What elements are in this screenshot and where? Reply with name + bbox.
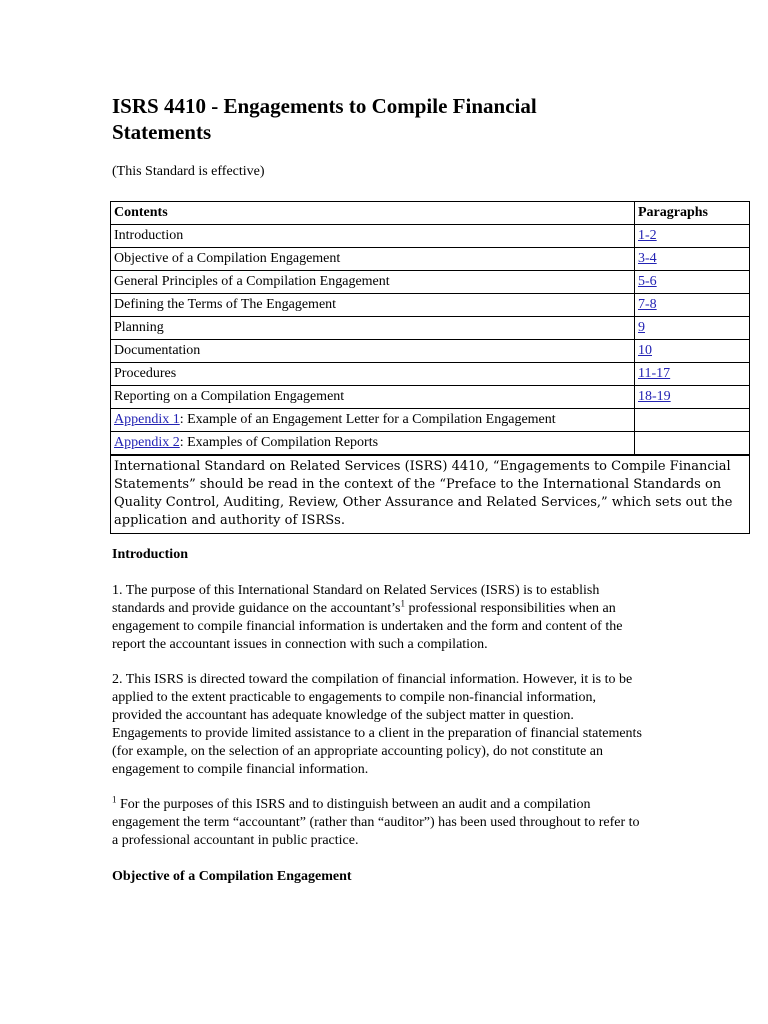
footnote-ref: 1 (400, 598, 405, 609)
paragraph-link[interactable]: 1-2 (638, 228, 657, 243)
table-row (111, 409, 750, 432)
toc-label: Introduction (111, 225, 635, 248)
table-row (111, 317, 750, 340)
preface-note: International Standard on Related Services (ISRS) 4410, “Engagements to Compile Financial Statements” should be read in the context of the “Preface to the International Standards on Quality Control, Auditing, Review, Other Assurance and Related Services,” which sets out the application and authority of ISRSs. (111, 455, 750, 534)
appendix-1-link[interactable]: Appendix 1 (114, 412, 180, 427)
table-note-row (111, 455, 750, 534)
table-row (111, 248, 750, 271)
appendix-cell (111, 409, 635, 432)
effective-note: (This Standard is effective) (112, 164, 265, 179)
appendix-2-text: : Examples of Compilation Reports (179, 435, 379, 450)
toc-label: Objective of a Compilation Engagement (111, 248, 635, 271)
paragraph-1: 1. The purpose of this International Standard on Related Services (ISRS) is to establish standards and provide guidance on the $accountant’s^1$ professional responsibilities when an engagement to compile financial information is undertaken and the form and content of the report the accountant issues in connection with such a compilation. (112, 583, 623, 652)
footnote-marker: 1 (112, 794, 117, 805)
contents-header: Contents (111, 202, 635, 225)
appendix-2-link[interactable]: Appendix 2 (114, 435, 180, 450)
toc-label: Documentation (111, 340, 635, 363)
table-row (111, 271, 750, 294)
objective-heading: Objective of a Compilation Engagement (112, 869, 352, 884)
toc-label: General Principles of a Compilation Engagement (111, 271, 635, 294)
toc-label: Planning (111, 317, 635, 340)
contents-table (110, 201, 750, 534)
table-row (111, 340, 750, 363)
introduction-heading: Introduction (112, 547, 188, 562)
appendix-cell (111, 432, 635, 456)
paragraph-link[interactable]: 18-19 (638, 389, 671, 404)
paragraph-link[interactable]: 10 (638, 343, 652, 358)
appendix-1-text: : Example of an Engagement Letter for a Compilation Engagement (179, 412, 556, 427)
page-title: ISRS 4410 - Engagements to Compile Financial Statements (112, 94, 537, 144)
table-row (111, 225, 750, 248)
footnote-1: $^1$ For the purposes of this ISRS and to distinguish between an audit and a compilation engagement the term “accountant” (rather than “auditor”) has been used throughout to refer to a professional accountant in public practice. (112, 794, 640, 848)
table-row (111, 432, 750, 456)
toc-label: Reporting on a Compilation Engagement (111, 386, 635, 409)
paragraph-link[interactable]: 3-4 (638, 251, 657, 266)
paragraph-link[interactable]: 7-8 (638, 297, 657, 312)
table-row (111, 294, 750, 317)
toc-label: Defining the Terms of The Engagement (111, 294, 635, 317)
paragraph-link[interactable]: 11-17 (638, 366, 671, 381)
table-header-row (111, 202, 750, 225)
paragraph-link[interactable]: 5-6 (638, 274, 657, 289)
table-row (111, 386, 750, 409)
table-row (111, 363, 750, 386)
paragraphs-header: Paragraphs (635, 202, 750, 225)
toc-label: Procedures (111, 363, 635, 386)
paragraph-link[interactable]: 9 (638, 320, 645, 335)
paragraph-2: 2. This ISRS is directed toward the compilation of financial information. However, it is to be applied to the extent practicable to engagements to compile non-financial information, provided the accountant has adequate knowledge of the subject matter in question. Engagements to provide limited assistance to a client in the preparation of financial statements (for example, on the selection of an appropriate accounting policy), do not constitute an engagement to compile financial information. (112, 672, 642, 777)
